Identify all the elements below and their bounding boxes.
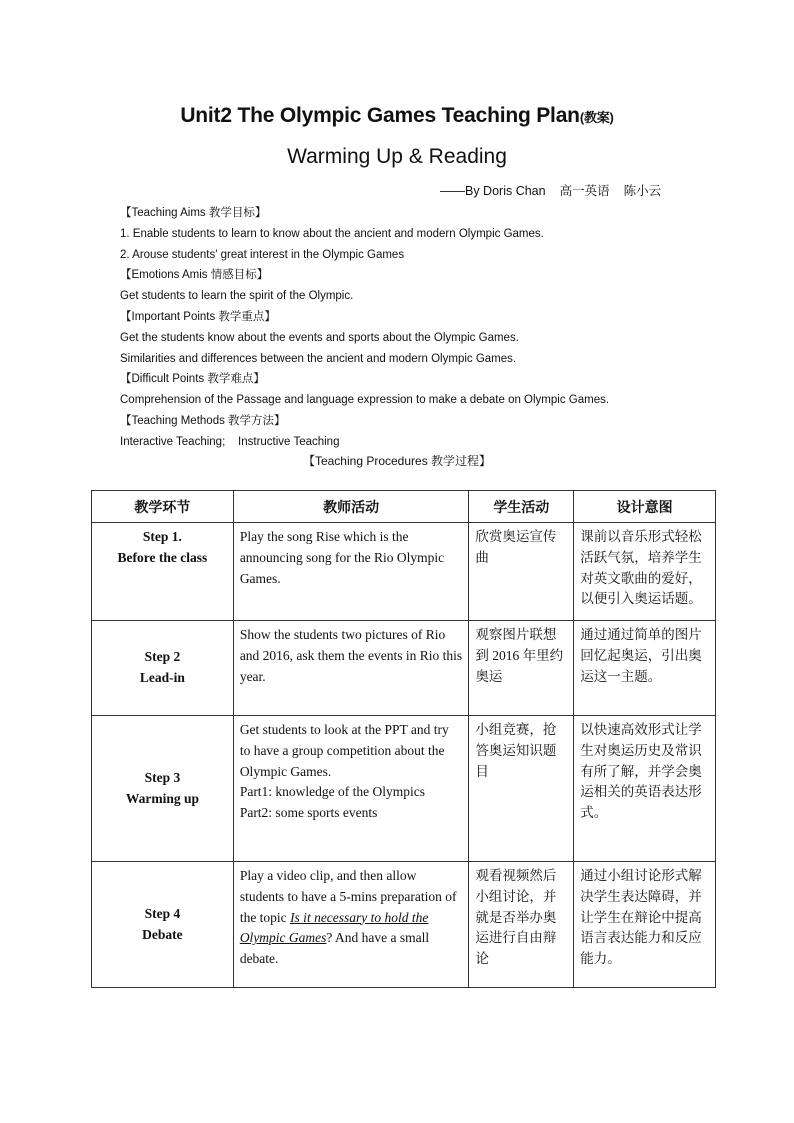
title-suffix: (教案)	[579, 110, 614, 125]
section-heading-important: 【Important Points 教学重点】	[120, 310, 276, 323]
step-label: Step 2	[144, 649, 181, 665]
document-subtitle: Warming Up & Reading	[287, 145, 507, 168]
student-activity: 小组竞赛，抢答奥运知识题目	[469, 716, 574, 862]
header-stage: 教学环节	[92, 491, 234, 523]
debate-topic: Is it necessary to hold the Olympic Games	[239, 909, 429, 946]
teacher-activity: Play the song Rise which is the announcing song for the Rio Olympic Games.	[233, 523, 469, 621]
table-row	[92, 716, 716, 862]
teacher-activity	[233, 716, 469, 862]
section-heading-difficult: 【Difficult Points 教学难点】	[120, 373, 265, 386]
author: ——By Doris Chan	[440, 184, 546, 198]
student-activity: 观察图片联想到 2016 年里约奥运	[469, 621, 574, 716]
design-intent: 课前以音乐形式轻松活跃气氛，培养学生对英文歌曲的爱好，以便引入奥运话题。	[574, 523, 716, 621]
methods: Interactive Teaching; Instructive Teaching	[120, 435, 340, 448]
step-cell	[92, 716, 234, 862]
header-student-activity: 学生活动	[469, 491, 574, 523]
header-teacher-activity: 教师活动	[233, 491, 469, 523]
aim-2: 2. Arouse students' great interest in the Olympic Games	[120, 248, 405, 261]
plan-sections	[120, 203, 720, 453]
section-heading-emotions: 【Emotions Amis 情感目标】	[120, 269, 269, 282]
teacher-activity	[233, 862, 469, 988]
section-heading-methods: 【Teaching Methods 教学方法】	[120, 414, 286, 427]
section-heading-aims: 【Teaching Aims 教学目标】	[120, 207, 267, 219]
teacher-activity-end: ? And have a small debate.	[239, 930, 430, 967]
teacher-activity: Show the students two pictures of Rio and 2016, ask them the events in Rio this year.	[233, 621, 469, 716]
design-intent: 以快速高效形式让学生对奥运历史及常识有所了解，并学会奥运相关的英语表达形式。	[574, 716, 716, 862]
difficult-point: Comprehension of the Passage and language expression to make a debate on Olympic Games.	[120, 394, 610, 407]
important-point-2: Similarities and differences between the ancient and modern Olympic Games.	[120, 352, 517, 365]
student-activity: 观看视频然后小组讨论，并就是否举办奥运进行自由辩论	[469, 862, 574, 988]
design-intent: 通过小组讨论形式解决学生表达障碍，并让学生在辩论中提高语言表达能力和反应能力。	[574, 862, 716, 988]
step-name: Debate	[142, 926, 183, 942]
title-text: Unit2 The Olympic Games Teaching Plan	[180, 104, 580, 127]
table-header-row	[92, 491, 716, 523]
procedures-title: 【Teaching Procedures 教学过程】	[302, 454, 492, 468]
grade: 高一英语	[559, 184, 610, 198]
step-cell	[92, 523, 234, 621]
step-name: Before the class	[117, 549, 208, 565]
step-label: Step 3	[144, 769, 181, 785]
table-row	[92, 862, 716, 988]
design-intent: 通过通过简单的图片回忆起奥运，引出奥运这一主题。	[574, 621, 716, 716]
teacher-activity-text: Get students to look at the PPT and try to have a group competition about the Olympic Games.	[239, 722, 449, 779]
teacher-activity-part2: Part2: some sports events	[239, 805, 378, 821]
teacher-activity-part1: Part1: knowledge of the Olympics	[239, 784, 426, 800]
step-name: Lead-in	[139, 670, 185, 685]
step-cell	[92, 862, 234, 988]
step-name: Warming up	[125, 790, 199, 806]
header-design-intent: 设计意图	[574, 491, 716, 523]
step-label: Step 1.	[142, 529, 182, 544]
procedures-table	[91, 490, 716, 988]
table-row	[92, 621, 716, 716]
emotion-aim: Get students to learn the spirit of the Olympic.	[120, 290, 354, 303]
step-label: Step 4	[144, 905, 181, 921]
document-title	[0, 104, 794, 128]
byline	[440, 181, 661, 199]
important-point-1: Get the students know about the events and sports about the Olympic Games.	[120, 331, 519, 344]
step-cell	[92, 621, 234, 716]
student-activity: 欣赏奥运宣传曲	[469, 523, 574, 621]
teacher-activity-text: Play a video clip, and then allow students to have a 5-mins preparation of the topic	[239, 868, 457, 925]
table-row	[92, 523, 716, 621]
teacher-name: 陈小云	[623, 184, 662, 198]
aim-1: 1. Enable students to learn to know about the ancient and modern Olympic Games.	[120, 227, 544, 240]
